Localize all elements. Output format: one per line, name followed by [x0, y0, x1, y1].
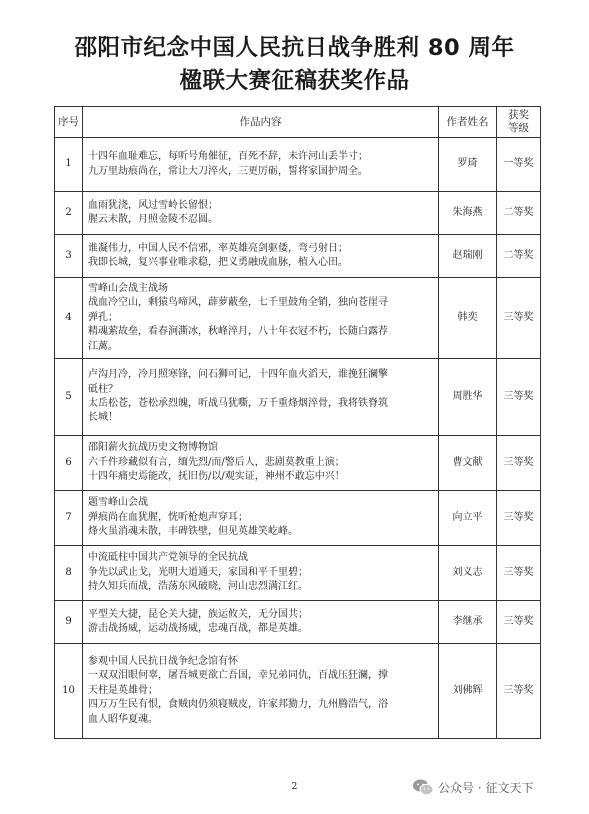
title-line-2: 楹联大赛征稿获奖作品 — [179, 68, 410, 94]
table-header-row — [55, 107, 541, 138]
couplet-line: 血人昭华夏魂。 — [88, 713, 158, 725]
row-author: 赵瑞刚 — [439, 235, 497, 278]
row-number: 4 — [55, 278, 83, 359]
row-award: 二等奖 — [497, 192, 541, 235]
couplet-line: 血雨犹浇，风过雪岭长留恨； — [88, 199, 218, 211]
row-content — [83, 278, 439, 359]
title-line-1: 邵阳市纪念中国人民抗日战争胜利 80 周年 — [74, 35, 515, 61]
couplet-line: 平型关大捷，昆仑关大捷，族运攸关，无分国共； — [88, 608, 308, 620]
row-number: 7 — [55, 491, 83, 546]
header-number: 序号 — [55, 107, 83, 138]
header-author: 作者姓名 — [439, 107, 497, 138]
row-number: 3 — [55, 235, 83, 278]
row-award: 三等奖 — [497, 436, 541, 491]
couplet-line: 六千件珍藏似有言，缅先烈/而/警后人，悲剧莫教重上演； — [88, 456, 345, 468]
table-row — [55, 601, 541, 644]
row-content — [83, 644, 439, 739]
row-author: 韩奕 — [439, 278, 497, 359]
row-content — [83, 436, 439, 491]
document-title — [0, 32, 589, 98]
watermark — [412, 778, 533, 796]
row-award: 二等奖 — [497, 235, 541, 278]
watermark-text: 公众号 · 征文天下 — [438, 780, 534, 795]
row-content — [83, 235, 439, 278]
couplet-line: 砥柱？ — [88, 383, 118, 395]
couplet-line: 长城！ — [88, 412, 118, 424]
couplet-line: 十四年痛史焉能改，抚旧伤/以/观实证，神州不敢忘中兴！ — [88, 471, 345, 483]
table-row — [55, 278, 541, 359]
couplet-line: 邵阳薪火抗战历史文物博物馆 — [88, 442, 218, 454]
row-author: 周胜华 — [439, 359, 497, 436]
table-row — [55, 436, 541, 491]
couplet-line: 持久知兵而战，浩荡东风破晓，河山忠烈满江红。 — [88, 581, 308, 593]
couplet-line: 一双双泪眼何辜，屠吾城更欲亡吾国，幸兄弟同仇，百战压狂澜，撑 — [88, 670, 388, 682]
row-award: 三等奖 — [497, 546, 541, 601]
row-author: 向立平 — [439, 491, 497, 546]
couplet-line: 游击战扬威，运动战扬威，忠魂百战，都是英雄。 — [88, 623, 308, 635]
row-author: 朱海燕 — [439, 192, 497, 235]
row-author: 刘佛辉 — [439, 644, 497, 739]
header-award — [497, 107, 541, 138]
awards-table — [54, 106, 541, 739]
couplet-line: 江蓠。 — [88, 340, 118, 352]
header-award-line2: 等级 — [508, 122, 529, 134]
couplet-line: 题雪峰山会战 — [88, 497, 148, 509]
row-number: 10 — [55, 644, 83, 739]
row-content — [83, 491, 439, 546]
row-award: 三等奖 — [497, 644, 541, 739]
header-content: 作品内容 — [83, 107, 439, 138]
row-number: 1 — [55, 138, 83, 192]
row-award: 三等奖 — [497, 491, 541, 546]
row-award: 一等奖 — [497, 138, 541, 192]
row-award: 三等奖 — [497, 359, 541, 436]
couplet-line: 弹痕尚在血犹腥，恍听枪炮声穿耳； — [88, 511, 248, 523]
row-author: 曹文献 — [439, 436, 497, 491]
couplet-line: 争先以武止戈，光明大道通天，家国和平千里碧； — [88, 566, 308, 578]
couplet-line: 烽火虽消魂未散，丰碑铁壁，但见英雄笑屹峰。 — [88, 526, 298, 538]
couplet-line: 九万里劫痕尚在，常让大刀淬火，三更厉砺，誓将家国护周全。 — [88, 165, 368, 177]
couplet-line: 雪峰山会战主战场 — [88, 283, 168, 294]
couplet-line: 战血冷空山，剩猿鸟啼风，薜萝蔽垒，七千里鼓角全销，独向苍崖寻 — [88, 297, 388, 309]
row-author: 李继承 — [439, 601, 497, 644]
row-content — [83, 359, 439, 436]
row-number: 2 — [55, 192, 83, 235]
couplet-line: 中流砥柱中国共产党领导的全民抗战 — [88, 552, 248, 564]
couplet-line: 我即长城，复兴事业唯求稳，把义勇融成血脉，植入心田。 — [88, 257, 348, 268]
row-author: 刘义志 — [439, 546, 497, 601]
row-award: 三等奖 — [497, 278, 541, 359]
header-award-line1: 获奖 — [508, 109, 529, 121]
table-row — [55, 644, 541, 739]
row-content — [83, 546, 439, 601]
table-row — [55, 359, 541, 436]
table-row — [55, 138, 541, 192]
table-row — [55, 192, 541, 235]
row-content — [83, 601, 439, 644]
couplet-line: 精魂萦故垒，看春涧澌冰，秋峰淬月，八十年衣冠不朽，长随白露荐 — [88, 326, 388, 338]
couplet-line: 腥云未散，月照金陵不忍圆。 — [88, 214, 218, 225]
table-row — [55, 546, 541, 601]
row-number: 6 — [55, 436, 83, 491]
couplet-line: 弹孔； — [88, 311, 118, 323]
row-content — [83, 192, 439, 235]
couplet-line: 天柱是英雄骨； — [88, 684, 158, 696]
row-number: 5 — [55, 359, 83, 436]
wechat-icon — [412, 778, 434, 796]
table-row — [55, 491, 541, 546]
couplet-line: 四万万生民有恨，食贼肉仍须寝贼皮，许家邦勠力，九州腾浩气，浴 — [88, 699, 388, 711]
couplet-line: 卢沟月冷，冷月照寒锋，问石狮可记，十四年血火滔天，谁挽狂澜擎 — [88, 369, 388, 381]
row-award: 三等奖 — [497, 601, 541, 644]
couplet-line: 谁凝伟力，中国人民不信邪，率英雄亮剑驱倭，弯弓射日； — [88, 242, 348, 254]
page-number: 2 — [291, 782, 298, 792]
couplet-line: 太岳松苍，苍松承烈魄，听战马犹嘶，万千重烽烟淬骨，我将铁脊筑 — [88, 398, 388, 410]
couplet-line: 参观中国人民抗日战争纪念馆有怀 — [88, 656, 238, 668]
row-content — [83, 138, 439, 192]
couplet-line: 十四年血耻难忘，每听号角催征，百死不辞，未许河山丢半寸； — [88, 151, 368, 163]
row-author: 罗琦 — [439, 138, 497, 192]
row-number: 8 — [55, 546, 83, 601]
table-row — [55, 235, 541, 278]
row-number: 9 — [55, 601, 83, 644]
